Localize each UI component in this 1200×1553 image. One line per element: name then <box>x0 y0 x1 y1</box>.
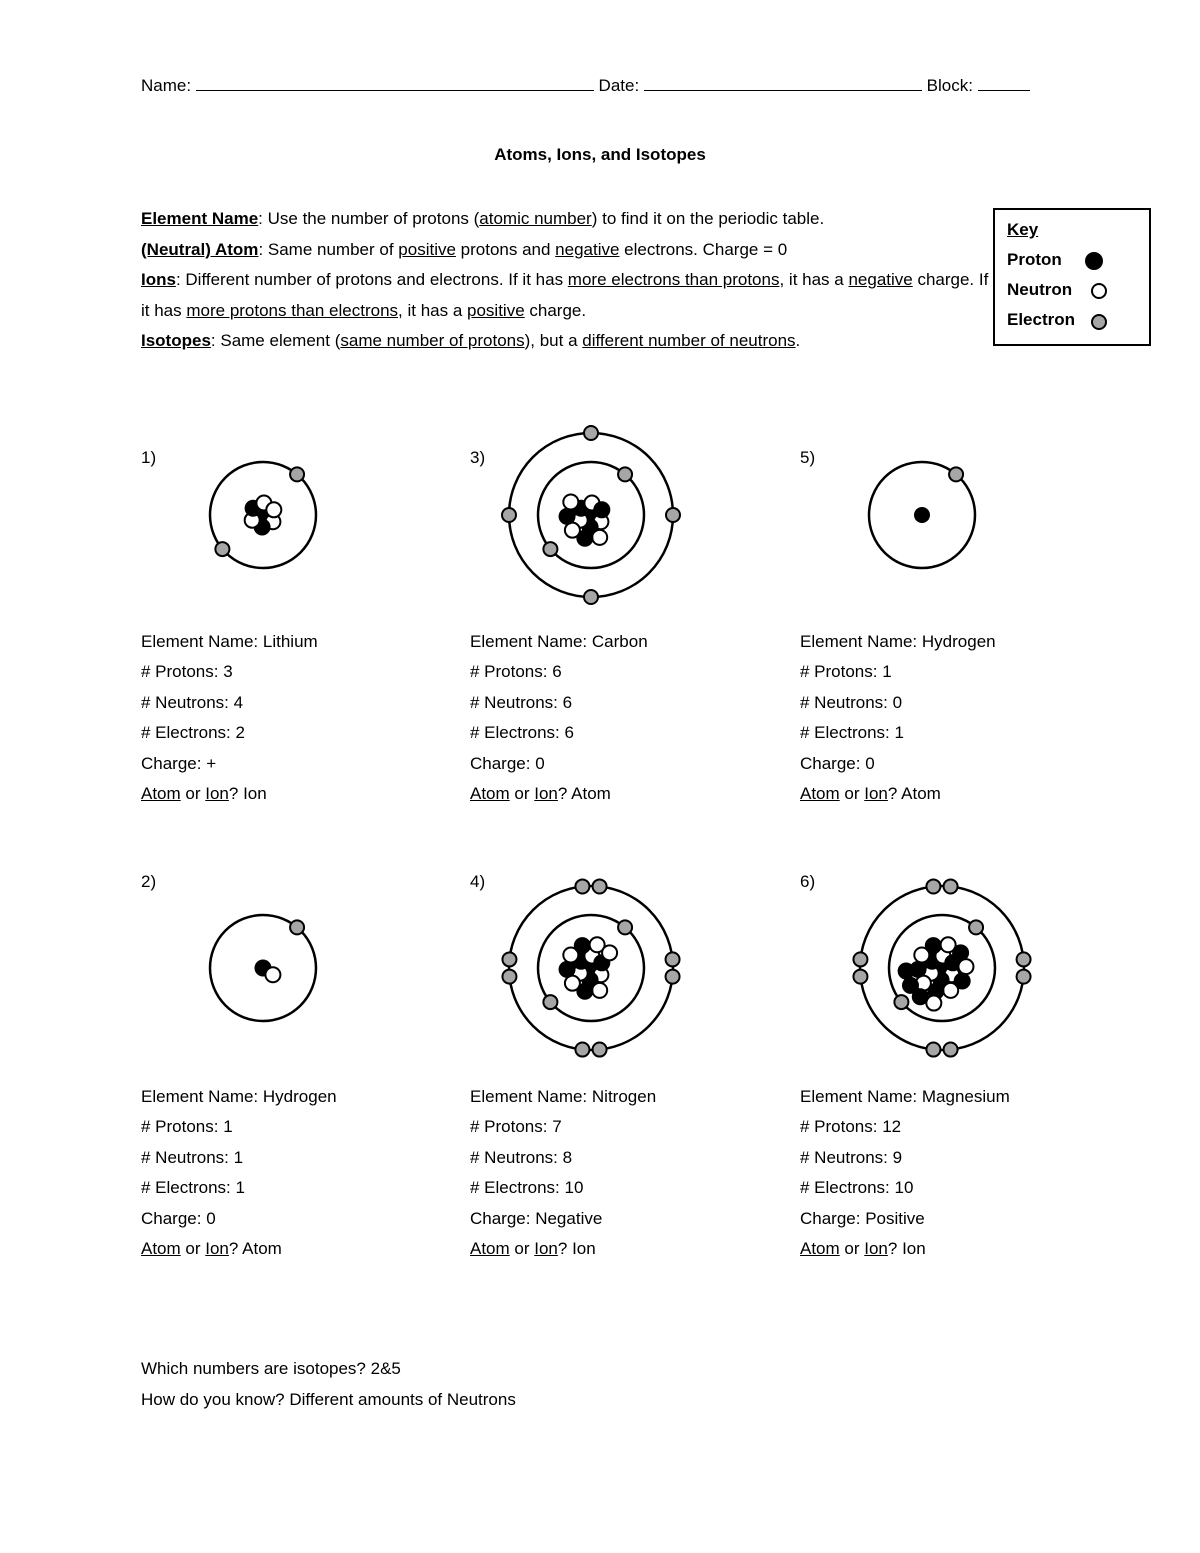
field-answer[interactable]: 6 <box>552 662 562 682</box>
electron-particle <box>575 1043 589 1057</box>
def-text: protons and <box>455 239 556 259</box>
field-label: # Electrons: <box>141 1178 236 1198</box>
field-label: # Neutrons: <box>800 692 893 712</box>
neutron-particle <box>602 945 617 960</box>
proton-particle <box>955 973 970 988</box>
field-answer[interactable]: 0 <box>206 1208 216 1228</box>
def-text: , it has a <box>398 300 468 320</box>
electrons-line <box>470 1173 656 1203</box>
neutron-particle <box>592 983 607 998</box>
protons-line <box>141 657 318 687</box>
atom-or-ion-line <box>470 1234 656 1264</box>
protons-line <box>470 1112 656 1142</box>
electron-particle <box>543 995 557 1009</box>
field-label: # Protons: <box>470 1117 553 1137</box>
electron-particle <box>944 1043 958 1057</box>
field-label: # Electrons: <box>800 1178 895 1198</box>
field-label: # Protons: <box>800 1117 883 1137</box>
element-name-line <box>470 627 648 657</box>
field-label: Charge: <box>800 753 866 773</box>
neutron-particle <box>565 523 580 538</box>
electron-particle <box>618 920 632 934</box>
protons-line <box>141 1112 337 1142</box>
problem-info <box>141 1082 337 1264</box>
field-answer[interactable]: Lithium <box>262 632 318 651</box>
atom-word: Atom <box>800 784 840 804</box>
electron-particle <box>853 952 867 966</box>
key-box <box>993 208 1151 346</box>
term-element-name: Element Name <box>141 209 259 228</box>
question-mark: ? <box>887 1239 903 1259</box>
proton-particle <box>560 509 575 524</box>
electron-particle <box>593 879 607 893</box>
key-title: Key <box>1007 220 1039 239</box>
ion-word: Ion <box>534 784 558 804</box>
definitions <box>141 204 991 357</box>
atom-or-ion-answer[interactable]: Atom <box>242 1239 282 1259</box>
electron-particle <box>969 920 983 934</box>
electron-particle <box>894 995 908 1009</box>
how-question <box>141 1385 516 1416</box>
def-text: : Same number of <box>258 239 399 259</box>
proton-particle <box>560 962 575 977</box>
field-label: # Neutrons: <box>800 1147 893 1167</box>
def-underline: more electrons than protons <box>567 270 780 289</box>
atom-or-ion-answer[interactable]: Ion <box>902 1239 926 1259</box>
def-isotopes <box>141 326 991 357</box>
atom-word: Atom <box>141 1239 181 1259</box>
electron-particle <box>949 467 963 481</box>
field-answer[interactable]: Negative <box>535 1208 603 1228</box>
proton-particle <box>903 978 918 993</box>
question-mark: ? <box>228 784 244 804</box>
def-text: : Use the number of protons ( <box>258 209 480 228</box>
neutrons-line <box>141 688 318 718</box>
field-label: # Protons: <box>470 662 553 682</box>
charge-line <box>141 1204 337 1234</box>
def-underline: more protons than electrons <box>186 300 399 320</box>
field-answer[interactable]: 1 <box>882 662 892 682</box>
electron-particle <box>853 970 867 984</box>
field-answer[interactable]: Magnesium <box>921 1087 1010 1106</box>
field-label: Element Name: <box>470 1087 592 1106</box>
field-label: # Neutrons: <box>141 1147 234 1167</box>
key-electron-label: Electron <box>1007 310 1076 329</box>
field-answer[interactable]: Hydrogen <box>262 1087 337 1106</box>
def-underline: atomic number <box>479 209 592 228</box>
term-isotopes: Isotopes <box>141 331 211 350</box>
proton-key-icon <box>1085 252 1103 270</box>
proton-particle <box>953 945 968 960</box>
header-line <box>141 74 1030 98</box>
questions <box>141 1354 516 1415</box>
problem-number: 5) <box>800 448 816 467</box>
electron-particle <box>575 879 589 893</box>
atom-diagram <box>822 415 1022 615</box>
field-answer[interactable]: Carbon <box>591 632 648 651</box>
proton-particle <box>899 964 914 979</box>
problem-number: 4) <box>470 872 486 891</box>
or-word: or <box>839 784 865 804</box>
q2-answer[interactable]: Different amounts of Neutrons <box>289 1389 516 1409</box>
isotope-question <box>141 1354 516 1385</box>
electrons-line <box>141 718 318 748</box>
def-atom <box>141 235 991 266</box>
problem-number: 3) <box>470 448 486 467</box>
problem-info <box>800 627 996 809</box>
atom-or-ion-line <box>800 1234 1010 1264</box>
field-label: Charge: <box>141 753 207 773</box>
field-answer[interactable]: 1 <box>894 723 904 743</box>
field-label: Charge: <box>141 1208 207 1228</box>
charge-line <box>800 1204 1010 1234</box>
neutron-particle <box>958 959 973 974</box>
q1-answer[interactable]: 2&5 <box>370 1359 401 1378</box>
neutron-particle <box>265 967 280 982</box>
element-name-line <box>470 1082 656 1112</box>
electron-particle <box>618 467 632 481</box>
proton-particle <box>926 938 941 953</box>
field-label: Charge: <box>470 1208 536 1228</box>
ion-word: Ion <box>864 1239 888 1259</box>
electron-particle <box>1017 952 1031 966</box>
charge-line <box>800 749 996 779</box>
electron-particle <box>593 1043 607 1057</box>
electron-particle <box>666 970 680 984</box>
atom-diagram <box>163 415 363 615</box>
electron-particle <box>215 542 229 556</box>
def-ions <box>141 265 991 326</box>
field-label: Element Name: <box>141 1087 263 1106</box>
term-ions: Ions <box>141 270 176 289</box>
field-answer[interactable]: 0 <box>535 753 545 773</box>
block-label: Block: <box>926 76 973 95</box>
neutrons-line <box>141 1143 337 1173</box>
field-answer[interactable]: 1 <box>223 1117 233 1137</box>
electron-particle <box>543 542 557 556</box>
proton-particle <box>594 502 609 517</box>
or-word: or <box>509 784 535 804</box>
field-label: Charge: <box>470 753 536 773</box>
atom-word: Atom <box>470 1239 510 1259</box>
date-field[interactable] <box>644 74 922 91</box>
field-answer[interactable]: 1 <box>233 1147 244 1167</box>
field-label: # Protons: <box>141 1117 224 1137</box>
field-label: # Electrons: <box>141 723 236 743</box>
field-answer[interactable]: 12 <box>882 1117 902 1137</box>
def-underline: positive <box>467 300 525 320</box>
charge-line <box>470 1204 656 1234</box>
electrons-line <box>800 1173 1010 1203</box>
electron-particle <box>584 590 598 604</box>
electrons-line <box>470 718 648 748</box>
problem-number: 1) <box>141 448 157 467</box>
def-text: : Same element ( <box>210 331 341 350</box>
electron-particle <box>584 426 598 440</box>
atom-or-ion-line <box>141 1234 337 1264</box>
field-label: # Protons: <box>800 662 883 682</box>
neutron-particle <box>563 495 578 510</box>
electrons-line <box>141 1173 337 1203</box>
neutrons-line <box>470 1143 656 1173</box>
atom-or-ion-line <box>470 779 648 809</box>
electron-particle <box>1017 970 1031 984</box>
question-mark: ? <box>557 1239 573 1259</box>
protons-line <box>800 657 996 687</box>
field-label: # Electrons: <box>470 1178 565 1198</box>
atom-word: Atom <box>470 784 510 804</box>
problem-info <box>141 627 318 809</box>
field-answer[interactable]: 1 <box>235 1178 245 1198</box>
field-label: Charge: <box>800 1208 866 1228</box>
electron-particle <box>502 952 516 966</box>
def-underline: positive <box>398 239 456 259</box>
field-answer[interactable]: 8 <box>562 1147 573 1167</box>
def-element-name <box>141 204 991 235</box>
atom-or-ion-line <box>800 779 996 809</box>
protons-line <box>800 1112 1010 1142</box>
atom-word: Atom <box>800 1239 840 1259</box>
problem-number: 2) <box>141 872 157 891</box>
field-label: # Protons: <box>141 662 224 682</box>
electron-particle <box>502 508 516 522</box>
def-underline: different number of neutrons <box>582 331 796 350</box>
field-label: # Electrons: <box>470 723 565 743</box>
field-answer[interactable]: 10 <box>894 1178 914 1198</box>
field-label: # Neutrons: <box>470 1147 563 1167</box>
field-label: Element Name: <box>800 632 922 651</box>
problem-number: 6) <box>800 872 816 891</box>
field-answer[interactable]: Nitrogen <box>591 1087 657 1106</box>
problem-info <box>800 1082 1010 1264</box>
atom-or-ion-answer[interactable]: Ion <box>572 1239 596 1259</box>
proton-particle <box>915 508 929 522</box>
field-label: # Electrons: <box>800 723 895 743</box>
def-text: , it has a <box>779 270 849 289</box>
def-underline: negative <box>848 270 913 289</box>
def-text: : Different number of protons and electrons. If it has <box>175 270 568 289</box>
problem-info <box>470 1082 656 1264</box>
or-word: or <box>509 1239 535 1259</box>
field-label: Element Name: <box>470 632 592 651</box>
or-word: or <box>180 784 206 804</box>
field-answer[interactable]: + <box>206 753 217 773</box>
ion-word: Ion <box>205 784 229 804</box>
field-label: Element Name: <box>800 1087 922 1106</box>
def-underline: negative <box>555 239 620 259</box>
atom-diagram <box>491 415 691 615</box>
field-answer[interactable]: 3 <box>223 662 233 682</box>
proton-particle <box>575 938 590 953</box>
atom-or-ion-answer[interactable]: Atom <box>571 784 611 804</box>
field-answer[interactable]: 4 <box>233 692 244 712</box>
atom-word: Atom <box>141 784 181 804</box>
block-field[interactable] <box>978 74 1030 91</box>
neutrons-line <box>800 1143 1010 1173</box>
field-answer[interactable]: 2 <box>235 723 245 743</box>
protons-line <box>470 657 648 687</box>
def-text: ), but a <box>524 331 583 350</box>
def-text: charge. If it has <box>141 270 989 320</box>
electron-particle <box>290 920 304 934</box>
field-answer[interactable]: 10 <box>564 1178 584 1198</box>
q1-label: Which numbers are isotopes? <box>141 1359 371 1378</box>
atom-or-ion-answer[interactable]: Ion <box>243 784 267 804</box>
field-label: # Neutrons: <box>470 692 563 712</box>
electron-particle <box>926 879 940 893</box>
field-answer[interactable]: Positive <box>865 1208 925 1228</box>
def-text: ) to find it on the periodic table. <box>591 209 825 228</box>
field-label: Element Name: <box>141 632 263 651</box>
neutron-key-icon <box>1091 283 1107 299</box>
def-text: . <box>795 331 801 350</box>
key-neutron-label: Neutron <box>1007 280 1073 299</box>
atom-diagram <box>163 868 363 1068</box>
field-answer[interactable]: 9 <box>892 1147 903 1167</box>
field-answer[interactable]: 0 <box>892 692 903 712</box>
charge-line <box>141 749 318 779</box>
electron-particle <box>666 508 680 522</box>
element-name-line <box>141 1082 337 1112</box>
ion-word: Ion <box>864 784 888 804</box>
charge-line <box>470 749 648 779</box>
neutron-particle <box>565 976 580 991</box>
element-name-line <box>800 1082 1010 1112</box>
neutron-particle <box>592 530 607 545</box>
field-answer[interactable]: 6 <box>562 692 573 712</box>
name-field[interactable] <box>196 74 594 91</box>
or-word: or <box>180 1239 206 1259</box>
field-answer[interactable]: 0 <box>865 753 875 773</box>
def-text: charge. <box>524 300 587 320</box>
element-name-line <box>141 627 318 657</box>
atom-diagram <box>842 868 1042 1068</box>
neutrons-line <box>800 688 996 718</box>
page-title: Atoms, Ions, and Isotopes <box>494 145 706 164</box>
ion-word: Ion <box>534 1239 558 1259</box>
electron-particle <box>666 952 680 966</box>
field-answer[interactable]: 7 <box>552 1117 562 1137</box>
atom-diagram <box>491 868 691 1068</box>
electron-particle <box>926 1043 940 1057</box>
def-text: electrons. Charge = 0 <box>619 239 788 259</box>
question-mark: ? <box>557 784 572 804</box>
problem-info <box>470 627 648 809</box>
atom-or-ion-line <box>141 779 318 809</box>
field-answer[interactable]: 6 <box>564 723 574 743</box>
electron-particle <box>290 467 304 481</box>
neutrons-line <box>470 688 648 718</box>
electron-particle <box>502 970 516 984</box>
field-answer[interactable]: Hydrogen <box>921 632 996 651</box>
term-atom: (Neutral) Atom <box>141 239 259 259</box>
q2-label: How do you know? <box>141 1389 290 1409</box>
electrons-line <box>800 718 996 748</box>
key-proton-label: Proton <box>1007 250 1062 269</box>
name-label: Name: <box>141 76 192 95</box>
electron-particle <box>944 879 958 893</box>
ion-word: Ion <box>205 1239 229 1259</box>
def-underline: same number of protons <box>340 331 525 350</box>
element-name-line <box>800 627 996 657</box>
question-mark: ? <box>228 1239 243 1259</box>
neutron-particle <box>266 502 281 517</box>
question-mark: ? <box>887 784 902 804</box>
field-label: # Neutrons: <box>141 692 234 712</box>
atom-or-ion-answer[interactable]: Atom <box>901 784 941 804</box>
date-label: Date: <box>598 76 640 95</box>
electron-key-icon <box>1091 314 1107 330</box>
or-word: or <box>839 1239 865 1259</box>
